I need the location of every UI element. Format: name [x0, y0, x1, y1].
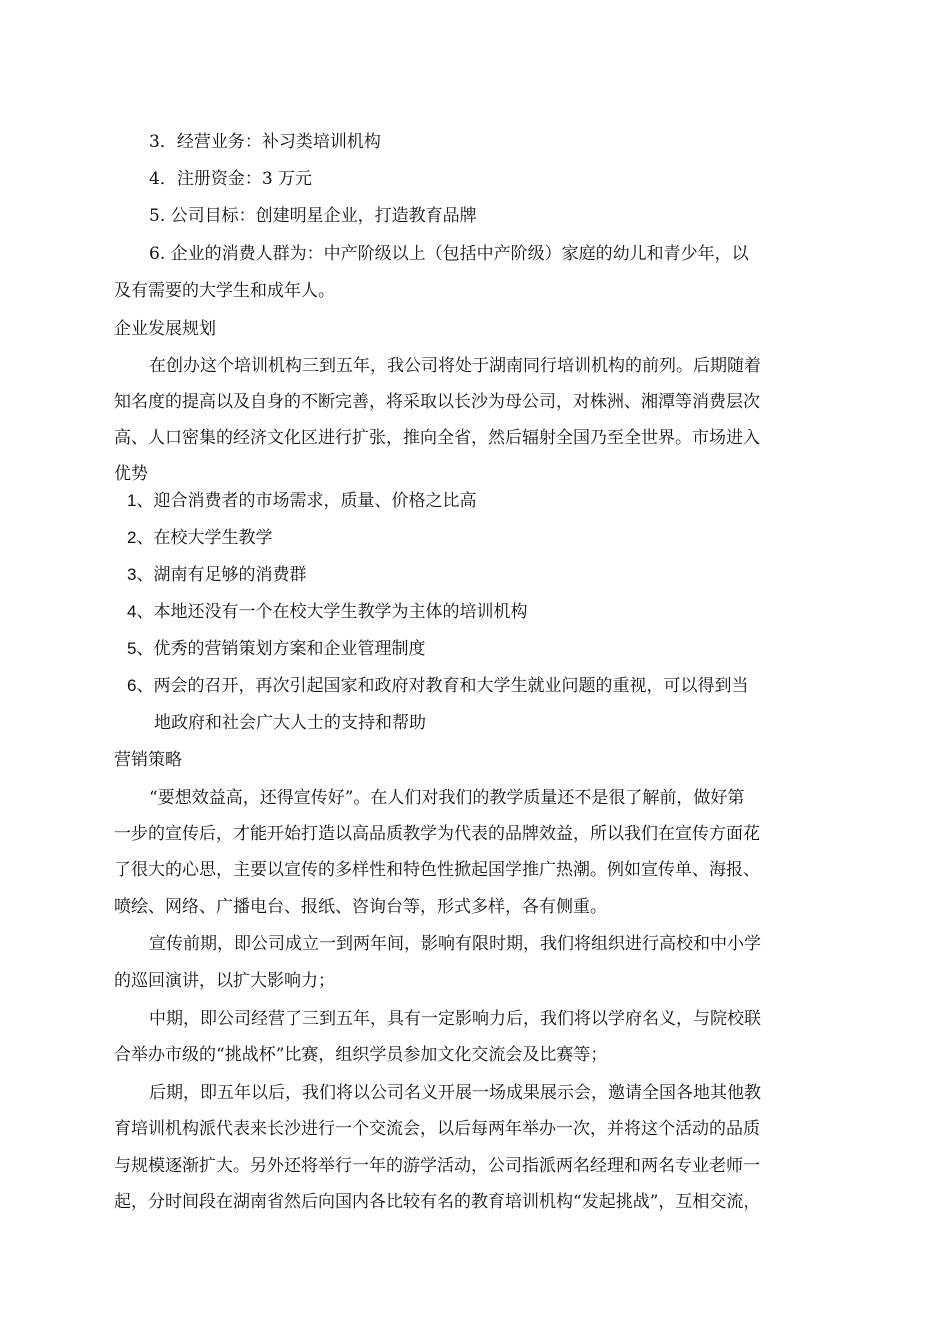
dev-plan-line-1: 在创办这个培训机构三到五年，我公司将处于湖南同行培训机构的前列。后期随着 [149, 356, 761, 376]
advantage-item-6-continuation: 地政府和社会广大人士的支持和帮助 [154, 713, 426, 733]
marketing-p4-line-2: 育培训机构派代表来长沙进行一个交流会，以后每两年举办一次，并将这个活动的品质 [114, 1119, 760, 1139]
marketing-p2-line-2: 的巡回演讲，以扩大影响力； [114, 971, 335, 991]
advantage-text: 、湖南有足够的消费群 [136, 565, 307, 585]
advantage-text: 、优秀的营销策划方案和企业管理制度 [136, 639, 426, 659]
dev-plan-line-3: 高、人口密集的经济文化区进行扩张，推向全省，然后辐射全国乃至全世界。市场进入 [114, 428, 760, 448]
consumers-line-1: 6. 企业的消费人群为：中产阶级以上（包括中产阶级）家庭的幼儿和青少年，以 [149, 244, 749, 264]
intro-item-5: 5. 公司目标：创建明星企业，打造教育品牌 [149, 206, 477, 226]
advantage-item-3 [127, 563, 306, 587]
marketing-p3-line-2: 合举办市级的“挑战杯”比赛，组织学员参加文化交流会及比赛等； [114, 1045, 608, 1065]
marketing-p1-line-3: 了很大的心思，主要以宣传的多样性和特色性掀起国学推广热潮。例如宣传单、海报、 [114, 860, 760, 880]
advantage-number: 3 [127, 565, 137, 584]
advantage-item-5 [127, 637, 425, 661]
marketing-p4-line-4: 起，分时间段在湖南省然后向国内各比较有名的教育培训机构“发起挑战”，互相交流， [114, 1192, 761, 1212]
advantage-number: 2 [127, 528, 137, 547]
dev-plan-line-2: 知名度的提高以及自身的不断完善，将采取以长沙为母公司，对株洲、湘潭等消费层次 [114, 392, 760, 412]
advantage-text: 、本地还没有一个在校大学生教学为主体的培训机构 [136, 602, 528, 622]
advantage-number: 5 [127, 639, 137, 658]
advantage-text: 、在校大学生教学 [136, 528, 273, 548]
intro-item-4: 4．注册资金：3 万元 [149, 169, 313, 189]
dev-plan-line-4: 优势 [114, 464, 148, 484]
marketing-heading: 营销策略 [114, 750, 182, 770]
advantage-text: 、两会的召开，再次引起国家和政府对教育和大学生就业问题的重视，可以得到当 [136, 676, 749, 696]
marketing-p3-line-1: 中期，即公司经营了三到五年，具有一定影响力后，我们将以学府名义，与院校联 [149, 1009, 761, 1029]
advantage-number: 1 [127, 491, 137, 510]
advantage-item-6 [127, 674, 748, 698]
advantage-item-1 [127, 489, 476, 513]
marketing-p4-line-3: 与规模逐渐扩大。另外还将举行一年的游学活动，公司指派两名经理和两名专业老师一 [114, 1156, 760, 1176]
marketing-p1-line-2: 一步的宣传后，才能开始打造以高品质教学为代表的品牌效益，所以我们在宣传方面花 [114, 824, 760, 844]
marketing-p4-line-1: 后期，即五年以后，我们将以公司名义开展一场成果展示会，邀请全国各地其他教 [149, 1083, 761, 1103]
marketing-p1-line-4: 喷绘、网络、广播电台、报纸、咨询台等，形式多样，各有侧重。 [114, 897, 607, 917]
intro-item-3: 3．经营业务：补习类培训机构 [149, 132, 381, 152]
advantage-text: 、迎合消费者的市场需求，质量、价格之比高 [136, 491, 477, 511]
advantage-item-4 [127, 600, 527, 624]
marketing-p1-line-1: “要想效益高，还得宣传好”。在人们对我们的教学质量还不是很了解前，做好第 [149, 788, 745, 808]
dev-plan-heading: 企业发展规划 [114, 319, 216, 339]
advantage-item-2 [127, 526, 272, 550]
advantage-number: 6 [127, 676, 137, 695]
advantage-number: 4 [127, 602, 137, 621]
consumers-line-2: 及有需要的大学生和成年人。 [114, 281, 335, 301]
marketing-p2-line-1: 宣传前期，即公司成立一到两年间，影响有限时期，我们将组织进行高校和中小学 [149, 934, 761, 954]
